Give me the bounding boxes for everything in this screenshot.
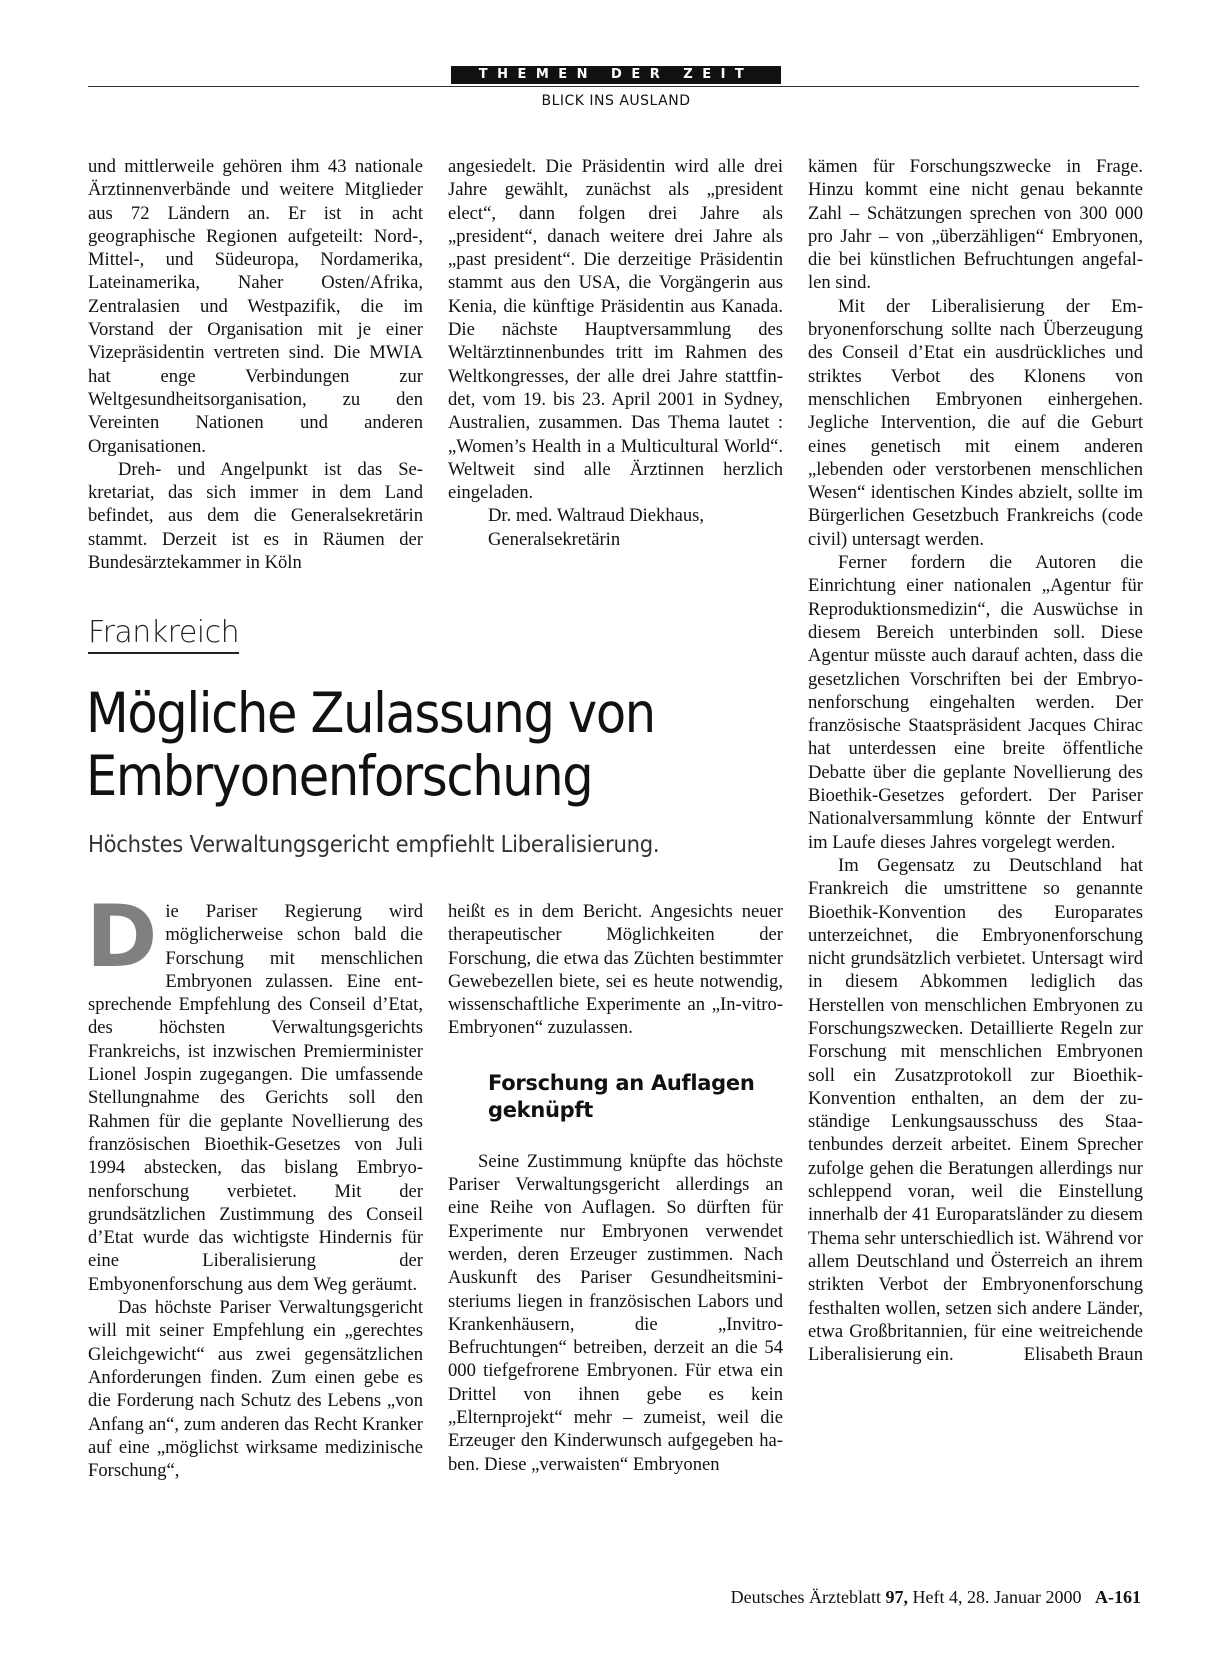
prev-article-paragraph: angesiedelt. Die Präsidentin wird alle drei Jahre gewählt, zunächst als „president elect“, dann folgen drei Jahre als „president“, danach weitere drei Jahre als „past president“. Die derzeitige Präsidentin stammt aus den USA, die Vorgängerin aus Kenia, die künftige Präsidentin aus Kanada. Die nächste Hauptversammlung des Weltärztinnenbundes tritt im Rahmen des Weltkongresses, der alle drei Jahre stattfindet, vom 19. bis 23. April 2001 in Sydney, Australien, zusammen. Das Thema lautet : „Women’s Health in a Multicultural World“. Weltweit sind alle Ärztinnen herzlich eingeladen. (448, 156, 783, 504)
headline-line-2: Embryonenforschung (86, 744, 593, 808)
article-column-2 (448, 900, 783, 1476)
page-number: A-161 (1095, 1587, 1141, 1607)
signature-name: Dr. med. Waltraud Diekhaus, (488, 505, 705, 527)
prev-article-paragraph: Dreh- und Angelpunkt ist das Sekretariat, das sich immer in dem Land befindet, aus dem die Generalsekretärin stammt. Derzeit ist es in Räumen der Bundesärztekammer in Köln (88, 458, 423, 574)
prev-article-column-1 (88, 155, 423, 574)
article-paragraph (808, 854, 1143, 1367)
article-column-1 (86, 887, 423, 1482)
article-paragraph: kämen für Forschungszwecke in Frage. Hinzu kommt eine nicht genau bekannte Zahl – Schätzungen sprechen von 300 000 pro Jahr – von „überzähligen“ Embryonen, die bei künstlichen Befruchtungen angefallen sind. (808, 156, 1143, 294)
article-headline (86, 682, 716, 808)
subsection-label: BLICK INS AUSLAND (541, 93, 691, 109)
journal-volume: 97, (885, 1587, 909, 1607)
article-paragraph: Mit der Liberalisierung der Embryonenforschung sollte nach Überzeugung des Conseil d’Etat ein ausdrückliches und striktes Verbot des Klonens von menschlichen Embryonen einhergehen. Jegliche Intervention, die auf die Geburt eines genetisch mit einem anderen „lebenden oder verstorbenen menschlichen Wesen“ identischen Kindes abzielt, sollte im Bürgerlichen Gesetzbuch Frankreichs (code civil) untersagt werden. (808, 295, 1143, 550)
section-banner: THEMEN DER ZEIT (451, 66, 781, 84)
drop-cap: D (86, 887, 158, 987)
article-paragraph-text: ie Pariser Regierung wird möglicherweise schon bald die Forschung mit menschlichen Embryonen zulassen. Eine entsprechende Empfehlung des Conseil d’Etat, des höchsten Verwaltungsgerichts Frankreichs, ist inzwischen Premierminister Lionel Jospin zugegangen. Die umfassende Stellungnahme des Gerichts soll den Rahmen für die geplante Novellierung des französischen Bioethik-Gesetzes von Juli 1994 abstecken, das bislang Embryonenforschung verbietet. Mit der grundsätzlichen Zustimmung des Conseil d’Etat wurde das wichtigste Hindernis für eine Liberalisierung der Embyonenforschung aus dem Weg geräumt. (88, 901, 423, 1295)
prev-article-column-2 (448, 155, 783, 551)
headline-line-1: Mögliche Zulassung von (86, 681, 655, 745)
article-country-label: Frankreich (88, 615, 239, 654)
page-footer (731, 1587, 1141, 1608)
article-deck: Höchstes Verwaltungsgericht empfiehlt Liberalisierung. (88, 832, 660, 858)
article-paragraph: Seine Zustimmung knüpfte das höchste Pariser Verwaltungsgericht allerdings an eine Reihe von Auflagen. So dürften für Experimente nur Embryonen verwendet werden, deren Erzeuger zustimmen. Nach Auskunft des Pariser Gesundheitsministeriums liegen in französischen Labors und Krankenhäusern, die „Invitro-Befruchtungen“ betreiben, derzeit an die 54 000 tiefgefrorene Embryonen. Für etwa ein Drittel von ihnen gebe es kein „Elternprojekt“ mehr – zumeist, weil die Erzeuger den Kinderwunsch aufgegeben haben. Diese „verwaisten“ Embryonen (448, 1150, 783, 1475)
article-paragraph-text: Im Gegensatz zu Deutschland hat Frankreich die umstrittene so genannte Bioethik-Konvention des Europarates unterzeichnet, die Embryonenforschung nicht grundsätzlich verbietet. Untersagt wird in diesem Abkommen lediglich das Herstellen von menschlichen Embryonen zu Forschungszwecken. Detaillierte Regeln zur Forschung mit menschlichen Embryonen soll ein Zusatzprotokoll zur Bioethik-Konvention enthalten, an dem der zuständige Lenkungsausschuss des Staatenbundes derzeit arbeitet. Einem Sprecher zufolge gehen die Beratungen allerdings nur schleppend voran, weil die Einstellung innerhalb der 41 Europaratsländer zu diesem Thema sehr unterschiedlich ist. Während vor allem Deutschland und Österreich an ihrem strikten Verbot der Embryonenforschung festhalten wollen, setzen sich andere Länder, etwa Großbritannien, für eine weitreichende Liberalisierung ein. (808, 854, 1143, 1366)
article-paragraph (86, 887, 423, 1296)
article-paragraph: heißt es in dem Bericht. Angesichts neuer therapeutischer Möglichkeiten der Forschung, die etwa das Züchten bestimmter Gewebezellen biete, sei es heute notwendig, wissenschaftliche Experimente an „In-vitro-Embryonen“ zuzulassen. (448, 901, 783, 1039)
article-paragraph: Ferner fordern die Autoren die Einrichtung einer nationalen „Agentur für Reproduktionsmedizin“, die Auswüchse in diesem Bereich unterbinden soll. Diese Agentur müsste auch darauf achten, dass die gesetzlichen Vorschriften bei der Embryonenforschung eingehalten werden. Der französische Staatspräsident Jacques Chirac hat unterdessen eine breite öffentliche Debatte über die geplante Novellierung des Bioethik-Gesetzes gefordert. Der Pariser Nationalversammlung könnte der Entwurf im Laufe dieses Jahres vorgelegt werden. (808, 552, 1143, 853)
signature-role: Generalsekretärin (488, 528, 621, 550)
journal-issue: Heft 4, 28. Januar 2000 (912, 1587, 1082, 1607)
article-paragraph: Das höchste Pariser Verwaltungsgericht will mit seiner Empfehlung ein „gerechtes Gleichgewicht“ aus zwei gegensätzlichen Anforderungen finden. Zum einen gebe es die Forderung nach Schutz des Lebens „von Anfang an“, zum anderen das Recht Kranker auf eine „möglichst wirksame medizinische Forschung“, (88, 1297, 423, 1482)
prev-article-paragraph: und mittlerweile gehören ihm 43 nationale Ärztinnenverbände und weitere Mitglieder aus 72 Ländern an. Er ist in acht geographische Regionen aufgeteilt: Nord-, Mittel-, und Südeuropa, Nordamerika, Lateinamerika, Naher Osten/Afrika, Zentralasien und Westpazifik, die im Vorstand der Organisation mit je einer Vizepräsidentin vertreten sind. Die MWIA hat enge Verbindungen zur Weltgesundheitsorganisation, zu den Vereinten Nationen und anderen Organisationen. (88, 156, 423, 457)
journal-name: Deutsches Ärzteblatt (730, 1587, 882, 1607)
header-rule (88, 86, 1139, 87)
article-subheading: Forschung an Auflagen geknüpft (488, 1070, 755, 1122)
article-author: Elisabeth Braun (1023, 1344, 1143, 1366)
article-column-3 (808, 155, 1143, 1366)
